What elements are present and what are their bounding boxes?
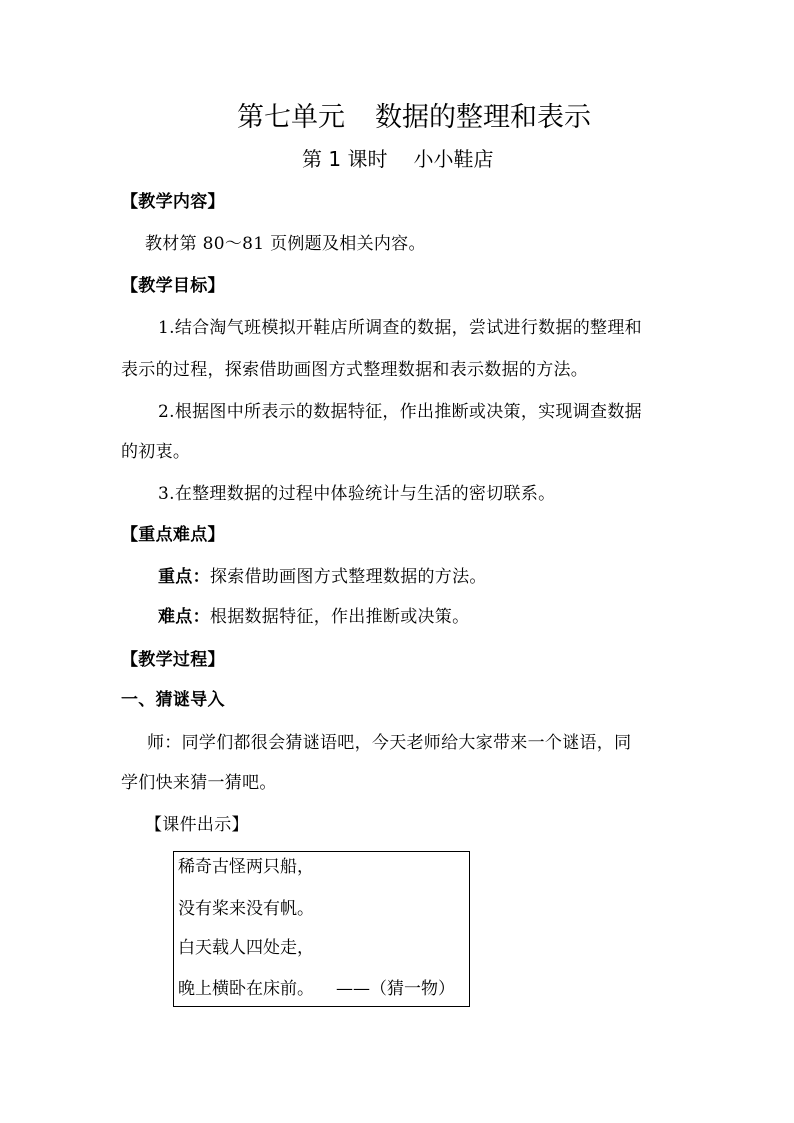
goal-1-line-2: 表示的过程，探索借助画图方式整理数据和表示数据的方法。 <box>121 360 589 380</box>
goal-1-line-1: 1.结合淘气班模拟开鞋店所调查的数据，尝试进行数据的整理和 <box>158 318 642 338</box>
keypoints-heading: 【重点难点】 <box>121 525 225 545</box>
key-point-text: 探索借助画图方式整理数据的方法。 <box>209 567 487 587</box>
riddle-line-2: 没有桨来没有帆。 <box>178 899 314 919</box>
lesson-name: 小小鞋店 <box>413 147 494 171</box>
lesson-title <box>302 147 493 171</box>
riddle-hint: ——（猜一物） <box>336 979 455 999</box>
riddle-line-4 <box>178 979 455 999</box>
lesson-number: 第 1 课时 <box>302 147 388 171</box>
teacher-line-2: 学们快来猜一猜吧。 <box>121 773 277 793</box>
unit-title <box>237 102 591 134</box>
riddle-line-4-text: 晚上横卧在床前。 <box>178 979 314 999</box>
difficult-point <box>158 607 469 627</box>
courseware-label: 【课件出示】 <box>145 815 249 835</box>
unit-number: 第七单元 <box>237 102 345 133</box>
riddle-line-3: 白天载人四处走， <box>178 938 314 958</box>
goal-2-line-2: 的初衷。 <box>121 442 191 462</box>
difficult-point-label: 难点： <box>158 607 210 627</box>
process-heading: 【教学过程】 <box>121 650 225 670</box>
goals-heading: 【教学目标】 <box>121 276 225 296</box>
riddle-box <box>173 851 470 1007</box>
key-point <box>158 567 487 587</box>
teacher-line-1: 师：同学们都很会猜谜语吧，今天老师给大家带来一个谜语，同 <box>147 733 632 753</box>
goal-2-line-1: 2.根据图中所表示的数据特征，作出推断或决策，实现调查数据 <box>158 402 642 422</box>
goal-3: 3.在整理数据的过程中体验统计与生活的密切联系。 <box>158 484 556 504</box>
key-point-label: 重点： <box>158 567 210 587</box>
content-text: 教材第 80～81 页例题及相关内容。 <box>145 234 426 254</box>
riddle-line-1: 稀奇古怪两只船， <box>178 857 314 877</box>
content-heading: 【教学内容】 <box>121 192 225 212</box>
step-1-heading: 一、猜谜导入 <box>121 690 225 710</box>
difficult-point-text: 根据数据特征，作出推断或决策。 <box>209 607 470 627</box>
unit-subject: 数据的整理和表示 <box>375 102 591 133</box>
